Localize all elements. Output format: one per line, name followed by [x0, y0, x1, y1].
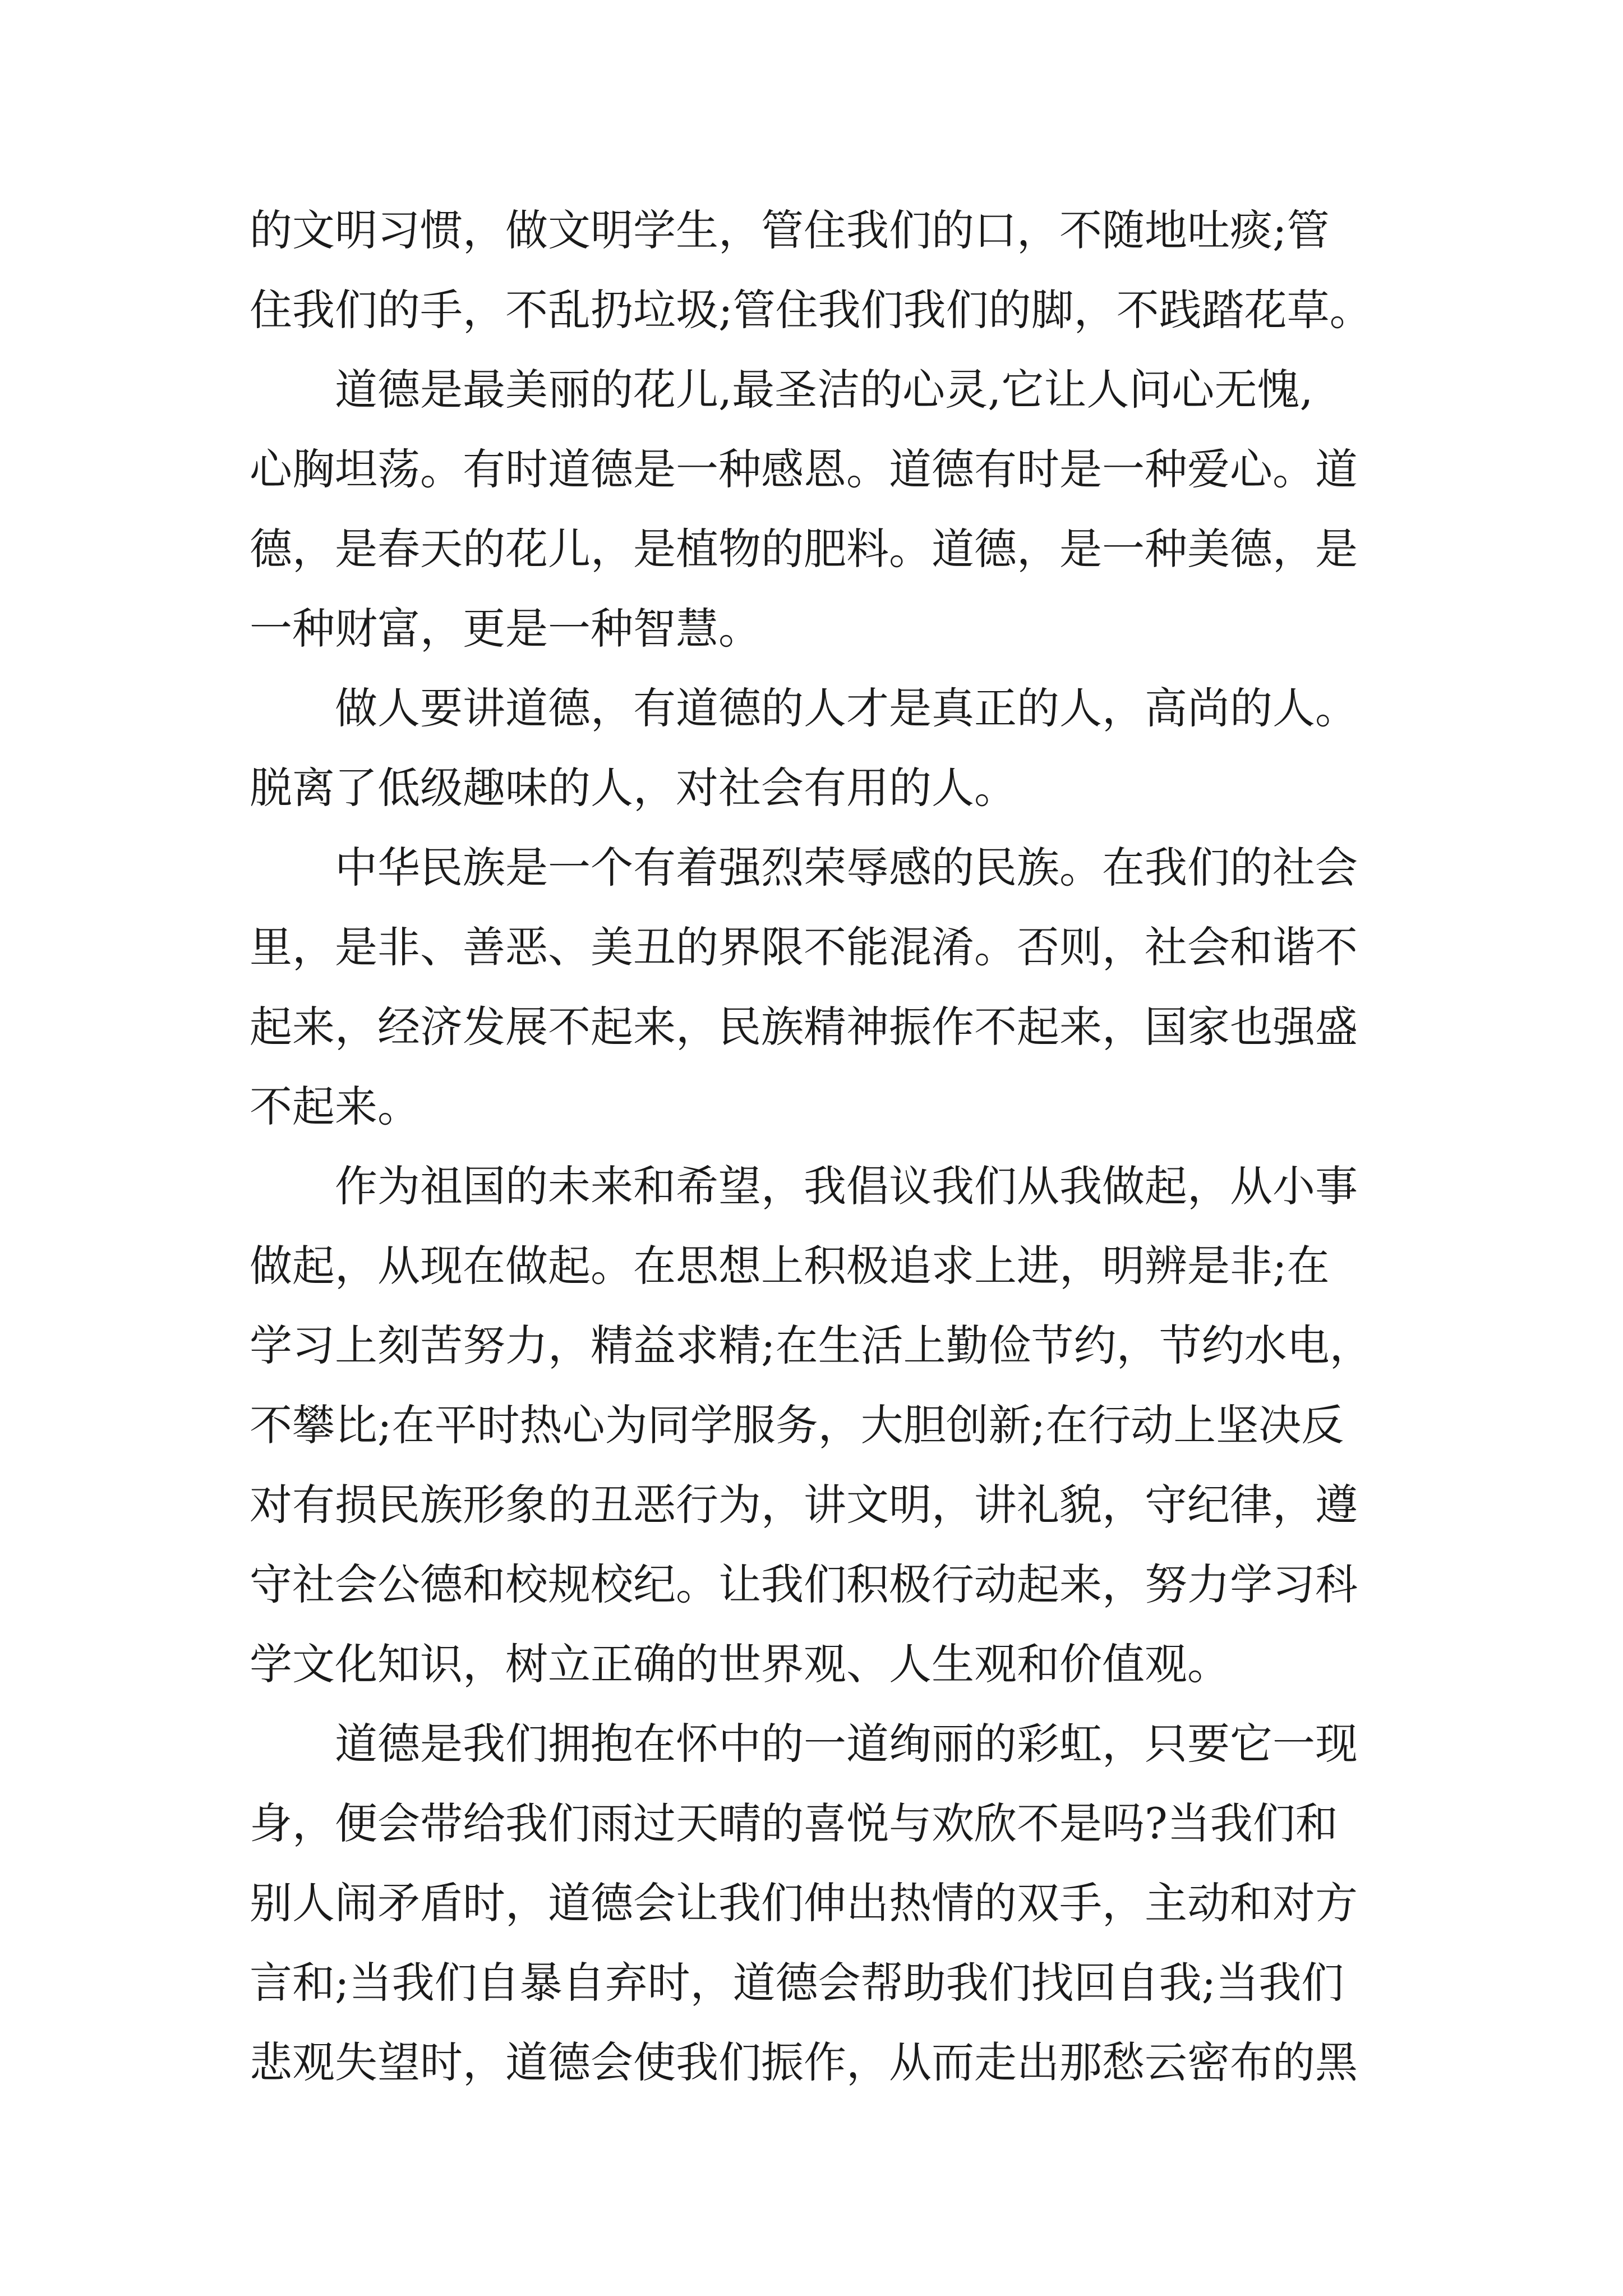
text-line: 不起来。 — [250, 1082, 420, 1131]
text-line: 守社会公德和校规校纪。让我们积极行动起来，努力学习科 — [250, 1559, 1358, 1609]
text-line: 学文化知识，树立正确的世界观、人生观和价值观。 — [250, 1639, 1230, 1689]
paragraph-start-line: 做人要讲道德，有道德的人才是真正的人，高尚的人。 — [335, 683, 1358, 733]
paragraph-start-line: 中华民族是一个有着强烈荣辱感的民族。在我们的社会 — [335, 843, 1358, 892]
text-line: 起来，经济发展不起来，民族精神振作不起来，国家也强盛 — [250, 1002, 1358, 1052]
text-line: 言和;当我们自暴自弃时，道德会帮助我们找回自我;当我们 — [250, 1958, 1344, 2008]
text-line: 脱离了低级趣味的人，对社会有用的人。 — [250, 763, 1017, 813]
text-line: 一种财富，更是一种智慧。 — [250, 604, 761, 654]
text-line: 不攀比;在平时热心为同学服务，大胆创新;在行动上坚决反 — [250, 1400, 1344, 1450]
text-line: 做起，从现在做起。在思想上积极追求上进，明辨是非;在 — [250, 1241, 1330, 1291]
text-line: 悲观失望时，道德会使我们振作，从而走出那愁云密布的黑 — [250, 2037, 1358, 2087]
text-line: 住我们的手，不乱扔垃圾;管住我们我们的脚，不践踏花草。 — [250, 285, 1372, 335]
text-line: 的文明习惯，做文明学生，管住我们的口，不随地吐痰;管 — [250, 205, 1330, 255]
text-line: 心胸坦荡。有时道德是一种感恩。道德有时是一种爱心。道 — [250, 444, 1358, 494]
paragraph-start-line: 道德是我们拥抱在怀中的一道绚丽的彩虹，只要它一现 — [335, 1719, 1358, 1769]
paragraph-start-line: 道德是最美丽的花儿,最圣洁的心灵,它让人问心无愧, — [335, 365, 1313, 415]
text-line: 德，是春天的花儿，是植物的肥料。道德，是一种美德，是 — [250, 524, 1358, 574]
text-line: 对有损民族形象的丑恶行为，讲文明，讲礼貌，守纪律，遵 — [250, 1480, 1358, 1530]
text-line: 学习上刻苦努力，精益求精;在生活上勤俭节约，节约水电， — [250, 1320, 1372, 1370]
body-text — [250, 191, 1394, 2102]
text-line: 别人闹矛盾时，道德会让我们伸出热情的双手，主动和对方 — [250, 1878, 1358, 1928]
paragraph-start-line: 作为祖国的未来和希望，我倡议我们从我做起，从小事 — [335, 1161, 1358, 1211]
text-line: 里，是非、善恶、美丑的界限不能混淆。否则，社会和谐不 — [250, 922, 1358, 972]
text-line: 身，便会带给我们雨过天晴的喜悦与欢欣不是吗?当我们和 — [250, 1798, 1338, 1848]
